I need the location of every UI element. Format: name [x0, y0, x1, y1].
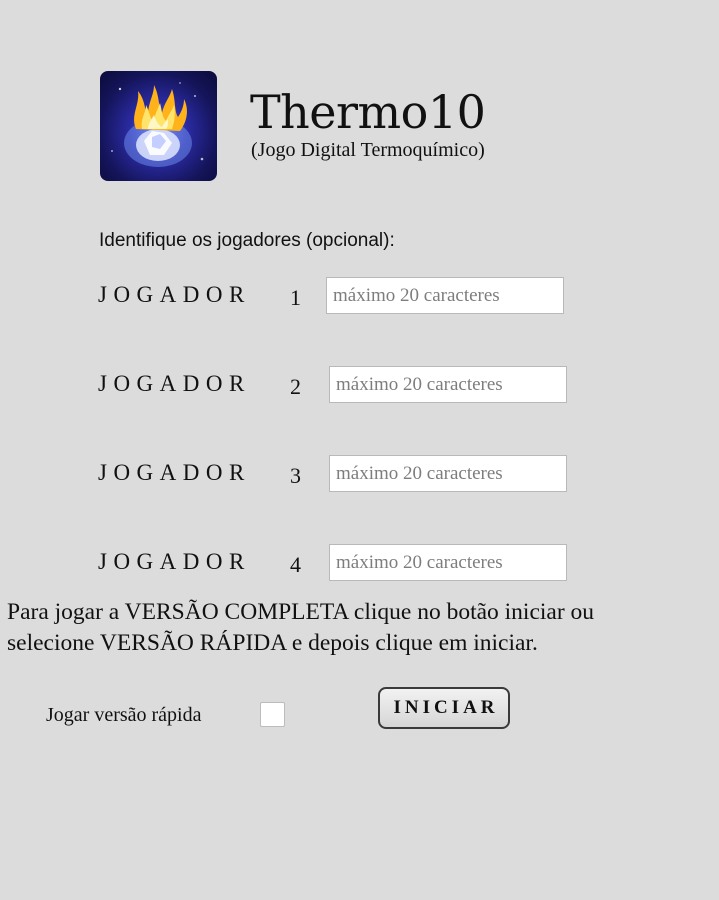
player-3-name-input[interactable] — [329, 455, 567, 492]
player-label: JOGADOR — [98, 549, 251, 574]
player-number: 2 — [290, 374, 301, 399]
player-label: JOGADOR — [98, 460, 251, 485]
player-number: 3 — [290, 463, 301, 488]
player-label: JOGADOR — [98, 371, 251, 396]
player-2-name-input[interactable] — [329, 366, 567, 403]
player-number: 1 — [290, 285, 301, 310]
instructions-text — [7, 597, 719, 659]
quick-version-label[interactable]: Jogar versão rápida — [46, 704, 202, 726]
quick-version-checkbox[interactable] — [260, 702, 285, 727]
page-subtitle: (Jogo Digital Termoquímico) — [251, 139, 485, 161]
player-4-name-input[interactable] — [329, 544, 567, 581]
player-1-name-input[interactable] — [326, 277, 564, 314]
player-row-1 — [98, 277, 578, 315]
page-title: Thermo10 — [250, 85, 486, 139]
players-prompt: Identifique os jogadores (opcional): — [99, 230, 395, 251]
flame-crystal-logo-icon — [100, 71, 217, 181]
player-row-4 — [98, 544, 578, 582]
instructions-line-1: Para jogar a VERSÃO COMPLETA clique no botão iniciar ou — [7, 599, 595, 625]
start-button[interactable]: INICIAR — [378, 687, 510, 729]
player-row-2 — [98, 366, 578, 404]
instructions-line-2: selecione VERSÃO RÁPIDA e depois clique em iniciar. — [7, 630, 538, 656]
player-label: JOGADOR — [98, 282, 251, 307]
player-row-3 — [98, 455, 578, 493]
player-number: 4 — [290, 552, 301, 577]
